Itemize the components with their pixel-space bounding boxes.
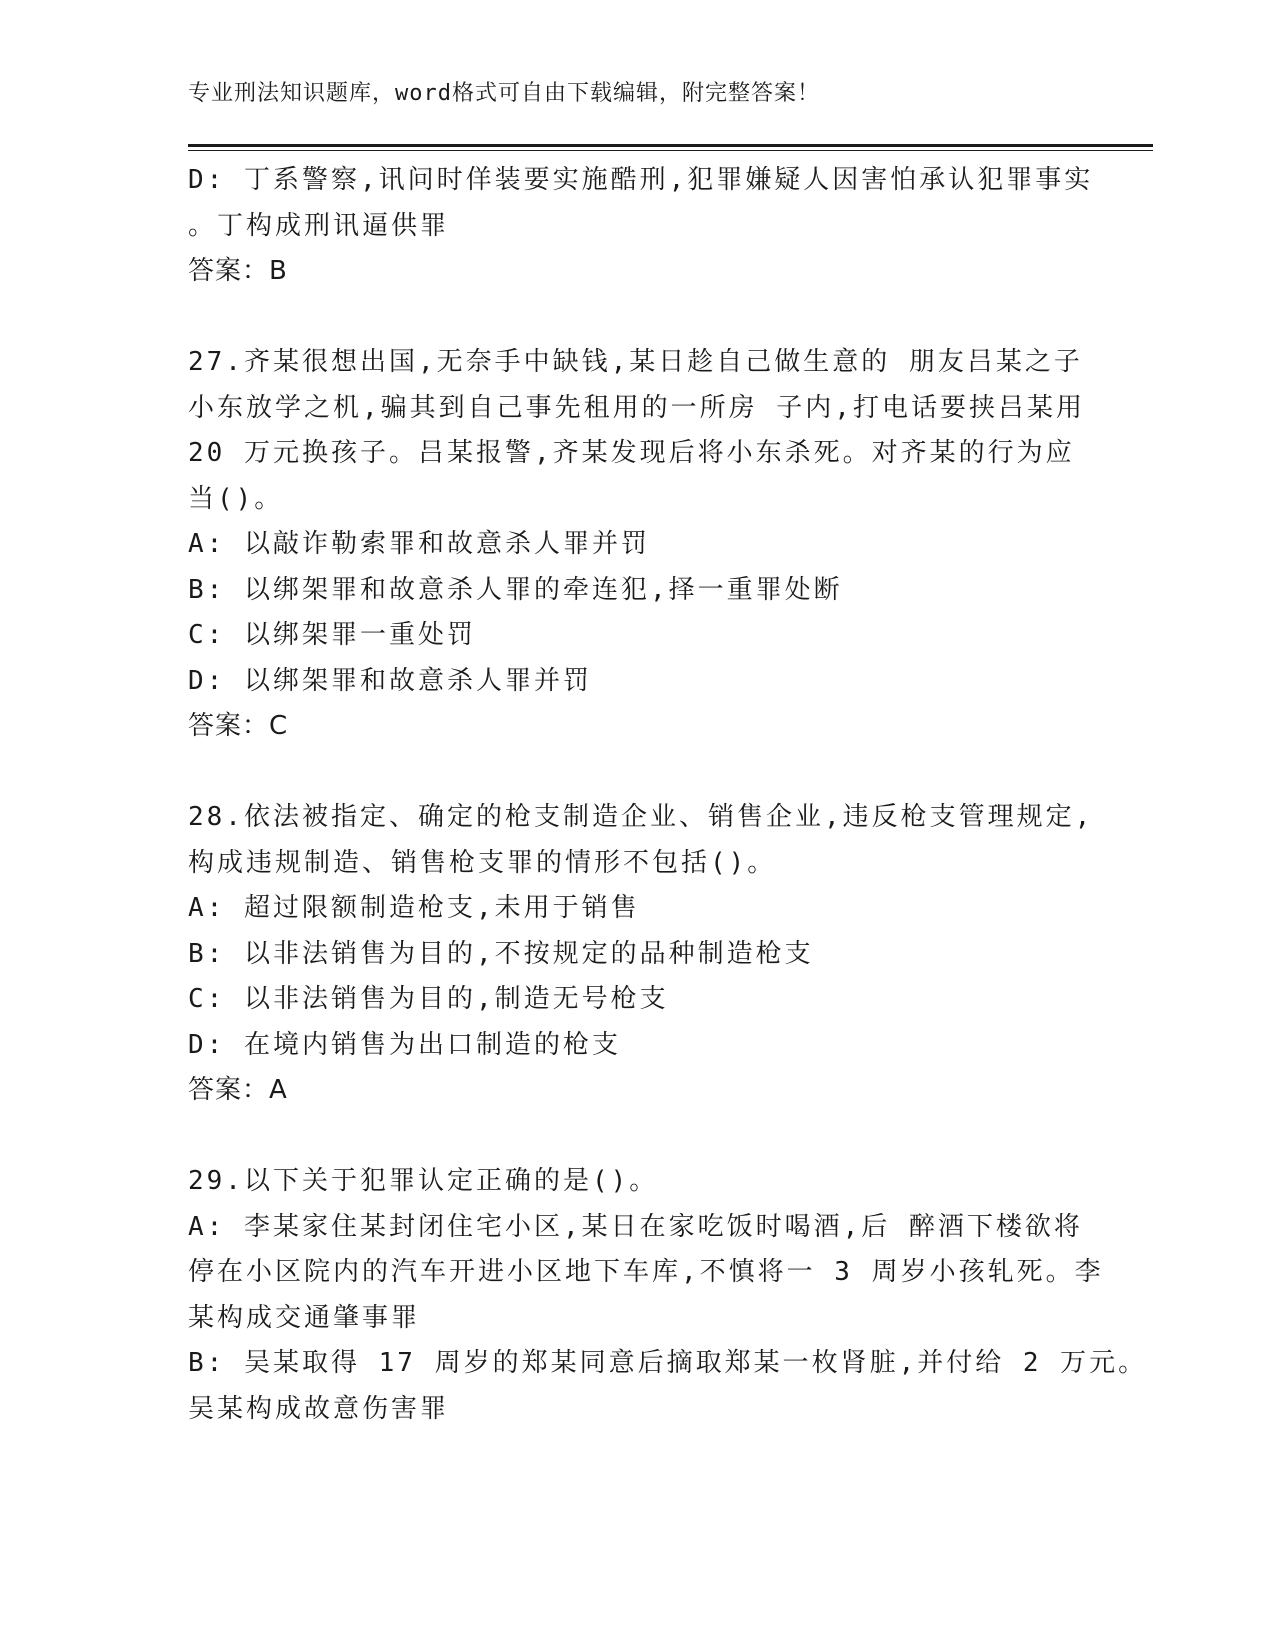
spacer [188,1114,1088,1160]
header-rule-thick [188,144,1153,147]
q27-stem-line-2: 小东放学之机,骗其到自己事先租用的一所房 子内,打电话要挟吕某用 [188,392,1085,423]
question-27 [188,340,1088,750]
page-header: 专业刑法知识题库，word格式可自由下载编辑，附完整答案！ [188,81,820,106]
q27-stem-line-4: 当()。 [188,483,284,514]
q29-option-b-line-2: 吴某构成故意伤害罪 [188,1393,450,1424]
q29-option-a-line-2: 停在小区院内的汽车开进小区地下车库,不慎将一 3 周岁小孩轧死。李 [188,1257,1104,1287]
q27-stem-line-1: 27.齐某很想出国,无奈手中缺钱,某日趁自己做生意的 朋友吕某之子 [188,347,1083,377]
q27-option-c: C: 以绑架罪一重处罚 [188,620,476,650]
q27-answer: 答案：C [188,711,289,741]
q28-answer: 答案：A [188,1075,288,1105]
spacer [188,750,1088,796]
question-26-tail [188,158,1094,295]
q27-option-b: B: 以绑架罪和故意杀人罪的牵连犯,择一重罪处断 [188,574,843,605]
q28-option-d: D: 在境内销售为出口制造的枪支 [188,1029,621,1060]
q28-option-a: A: 超过限额制造枪支,未用于销售 [188,893,640,923]
q29-option-a-line-1: A: 李某家住某封闭住宅小区,某日在家吃饭时喝酒,后 醉酒下楼欲将 [188,1211,1083,1242]
document-body [188,158,1148,1432]
spacer [188,295,1088,341]
header-rule-thin [188,150,1153,151]
q28-option-c: C: 以非法销售为目的,制造无号枪支 [188,984,669,1014]
q27-option-d: D: 以绑架罪和故意杀人罪并罚 [188,665,592,696]
q28-option-b: B: 以非法销售为目的,不按规定的品种制造枪支 [188,938,814,969]
q26-option-d-line-2: 。丁构成刑讯逼供罪 [188,210,450,241]
q28-stem-line-1: 28.依法被指定、确定的枪支制造企业、销售企业,违反枪支管理规定, [188,802,1094,832]
q28-stem-line-2: 构成违规制造、销售枪支罪的情形不包括()。 [188,847,777,878]
question-28 [188,795,1094,1114]
q26-option-d-line-1: D: 丁系警察,讯问时佯装要实施酷刑,犯罪嫌疑人因害怕承认犯罪事实 [188,165,1094,195]
q29-option-b-line-1: B: 吴某取得 17 周岁的郑某同意后摘取郑某一枚肾脏,并付给 2 万元。 [188,1348,1148,1378]
q29-option-a-line-3: 某构成交通肇事罪 [188,1302,421,1333]
q26-answer: 答案：B [188,256,288,286]
q27-stem-line-3: 20 万元换孩子。吕某报警,齐某发现后将小东杀死。对齐某的行为应 [188,438,1075,468]
q27-option-a: A: 以敲诈勒索罪和故意杀人罪并罚 [188,529,650,559]
q29-stem: 29.以下关于犯罪认定正确的是()。 [188,1166,659,1196]
question-29 [188,1159,1148,1432]
